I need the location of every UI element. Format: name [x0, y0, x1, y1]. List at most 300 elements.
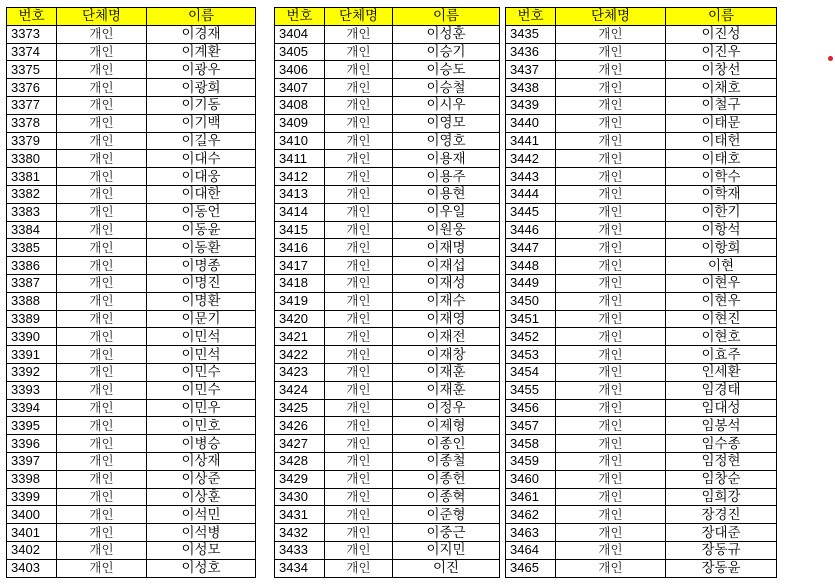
cell-name: 이학재 — [666, 185, 777, 203]
cell-name: 장대준 — [666, 524, 777, 542]
table-row — [506, 488, 777, 506]
cell-number: 3384 — [7, 221, 57, 239]
cell-group: 개인 — [325, 274, 393, 292]
cell-group: 개인 — [556, 310, 666, 328]
roster-table-3 — [505, 7, 777, 578]
cell-number: 3414 — [275, 203, 325, 221]
cell-number: 3403 — [7, 559, 57, 577]
table-row — [506, 310, 777, 328]
table-row — [275, 79, 500, 97]
table-row — [7, 150, 256, 168]
cell-number: 3456 — [506, 399, 556, 417]
table-row — [275, 310, 500, 328]
cell-number: 3393 — [7, 381, 57, 399]
cell-number: 3378 — [7, 114, 57, 132]
cell-name: 장경진 — [666, 506, 777, 524]
cell-name: 이민석 — [147, 328, 256, 346]
cell-group: 개인 — [556, 43, 666, 61]
cell-name: 이채호 — [666, 79, 777, 97]
table-row — [275, 399, 500, 417]
cell-number: 3419 — [275, 292, 325, 310]
cell-group: 개인 — [325, 221, 393, 239]
cell-name: 이진 — [393, 559, 500, 577]
cell-name: 이명진 — [147, 274, 256, 292]
cell-group: 개인 — [57, 399, 147, 417]
cell-group: 개인 — [325, 168, 393, 186]
cell-name: 이항석 — [666, 221, 777, 239]
table-row — [275, 132, 500, 150]
cell-group: 개인 — [325, 328, 393, 346]
table-row — [275, 61, 500, 79]
cell-number: 3455 — [506, 381, 556, 399]
cell-number: 3382 — [7, 185, 57, 203]
table-row — [275, 239, 500, 257]
cell-number: 3406 — [275, 61, 325, 79]
cell-number: 3375 — [7, 61, 57, 79]
table-row — [506, 25, 777, 43]
cell-name: 이현 — [666, 257, 777, 275]
table-row — [506, 150, 777, 168]
cell-group: 개인 — [556, 346, 666, 364]
cell-name: 이재영 — [393, 310, 500, 328]
table-row — [275, 274, 500, 292]
cell-group: 개인 — [556, 274, 666, 292]
cell-name: 이진우 — [666, 43, 777, 61]
table-row — [7, 274, 256, 292]
table-row — [506, 524, 777, 542]
cell-number: 3413 — [275, 185, 325, 203]
cell-number: 3418 — [275, 274, 325, 292]
cell-number: 3381 — [7, 168, 57, 186]
table-row — [506, 114, 777, 132]
cell-number: 3453 — [506, 346, 556, 364]
cell-group: 개인 — [325, 470, 393, 488]
cell-name: 이성훈 — [393, 25, 500, 43]
table-row — [506, 203, 777, 221]
cell-group: 개인 — [556, 96, 666, 114]
table-row — [7, 61, 256, 79]
cell-number: 3388 — [7, 292, 57, 310]
cell-group: 개인 — [325, 79, 393, 97]
header-name: 이름 — [393, 8, 500, 26]
cell-group: 개인 — [556, 506, 666, 524]
table-row — [506, 470, 777, 488]
table-row — [7, 257, 256, 275]
table-row — [275, 43, 500, 61]
table-row — [275, 168, 500, 186]
cell-name: 이재전 — [393, 328, 500, 346]
cell-group: 개인 — [57, 506, 147, 524]
table-row — [275, 488, 500, 506]
cell-number: 3376 — [7, 79, 57, 97]
table-row — [275, 417, 500, 435]
cell-number: 3423 — [275, 363, 325, 381]
cell-name: 이대웅 — [147, 168, 256, 186]
cell-group: 개인 — [57, 524, 147, 542]
cell-group: 개인 — [556, 79, 666, 97]
cell-group: 개인 — [556, 150, 666, 168]
table-row — [7, 452, 256, 470]
cell-name: 이용재 — [393, 150, 500, 168]
cell-group: 개인 — [57, 79, 147, 97]
cell-name: 이계환 — [147, 43, 256, 61]
cell-name: 이종혁 — [393, 488, 500, 506]
cell-name: 이종철 — [393, 452, 500, 470]
cell-number: 3431 — [275, 506, 325, 524]
table-row — [7, 559, 256, 577]
cell-group: 개인 — [325, 524, 393, 542]
cell-group: 개인 — [57, 150, 147, 168]
cell-number: 3464 — [506, 541, 556, 559]
cell-group: 개인 — [57, 203, 147, 221]
cell-number: 3401 — [7, 524, 57, 542]
header-row — [7, 8, 256, 26]
header-group: 단체명 — [556, 8, 666, 26]
cell-number: 3420 — [275, 310, 325, 328]
cell-number: 3433 — [275, 541, 325, 559]
cell-group: 개인 — [57, 96, 147, 114]
cell-name: 임경태 — [666, 381, 777, 399]
cell-group: 개인 — [325, 541, 393, 559]
cell-number: 3461 — [506, 488, 556, 506]
cell-number: 3398 — [7, 470, 57, 488]
table-row — [275, 524, 500, 542]
cell-group: 개인 — [325, 203, 393, 221]
cell-name: 이종헌 — [393, 470, 500, 488]
cell-group: 개인 — [57, 274, 147, 292]
cell-name: 이대수 — [147, 150, 256, 168]
cell-name: 임수종 — [666, 435, 777, 453]
cell-group: 개인 — [556, 114, 666, 132]
cell-group: 개인 — [556, 381, 666, 399]
cell-name: 인세환 — [666, 363, 777, 381]
cell-number: 3405 — [275, 43, 325, 61]
cell-group: 개인 — [556, 417, 666, 435]
cell-name: 이길우 — [147, 132, 256, 150]
cell-group: 개인 — [57, 417, 147, 435]
cell-number: 3411 — [275, 150, 325, 168]
cell-number: 3409 — [275, 114, 325, 132]
table-row — [275, 470, 500, 488]
header-row — [275, 8, 500, 26]
table-row — [506, 79, 777, 97]
table-row — [275, 346, 500, 364]
cell-name: 이재성 — [393, 274, 500, 292]
cell-group: 개인 — [325, 96, 393, 114]
cell-group: 개인 — [556, 221, 666, 239]
table-row — [506, 61, 777, 79]
cell-name: 이제형 — [393, 417, 500, 435]
table-row — [7, 185, 256, 203]
header-number: 번호 — [506, 8, 556, 26]
table-row — [275, 221, 500, 239]
cell-number: 3439 — [506, 96, 556, 114]
table-row — [506, 274, 777, 292]
cell-number: 3429 — [275, 470, 325, 488]
cell-number: 3379 — [7, 132, 57, 150]
table-row — [506, 346, 777, 364]
cell-group: 개인 — [325, 132, 393, 150]
cell-group: 개인 — [57, 168, 147, 186]
cell-number: 3438 — [506, 79, 556, 97]
cell-group: 개인 — [325, 150, 393, 168]
table-row — [506, 43, 777, 61]
cell-group: 개인 — [57, 328, 147, 346]
table-row — [506, 132, 777, 150]
cell-name: 이재훈 — [393, 381, 500, 399]
table-row — [7, 541, 256, 559]
cell-name: 이승도 — [393, 61, 500, 79]
cell-group: 개인 — [325, 292, 393, 310]
cell-number: 3425 — [275, 399, 325, 417]
cell-name: 이병승 — [147, 435, 256, 453]
table-row — [275, 452, 500, 470]
table-row — [7, 488, 256, 506]
cell-group: 개인 — [57, 43, 147, 61]
cell-group: 개인 — [556, 132, 666, 150]
cell-number: 3408 — [275, 96, 325, 114]
table-row — [506, 257, 777, 275]
cell-group: 개인 — [57, 381, 147, 399]
cell-group: 개인 — [556, 363, 666, 381]
cell-number: 3448 — [506, 257, 556, 275]
cell-name: 이기동 — [147, 96, 256, 114]
table-row — [506, 559, 777, 577]
cell-name: 이광우 — [147, 61, 256, 79]
cell-name: 이원웅 — [393, 221, 500, 239]
cell-group: 개인 — [556, 399, 666, 417]
cell-group: 개인 — [325, 559, 393, 577]
table-row — [506, 435, 777, 453]
cell-group: 개인 — [556, 559, 666, 577]
cell-number: 3416 — [275, 239, 325, 257]
table-row — [506, 239, 777, 257]
cell-name: 이재섭 — [393, 257, 500, 275]
cell-number: 3399 — [7, 488, 57, 506]
cell-number: 3380 — [7, 150, 57, 168]
cell-group: 개인 — [57, 470, 147, 488]
table-row — [275, 96, 500, 114]
table-row — [275, 25, 500, 43]
cell-name: 이석병 — [147, 524, 256, 542]
cell-number: 3389 — [7, 310, 57, 328]
cell-number: 3391 — [7, 346, 57, 364]
cell-name: 이용주 — [393, 168, 500, 186]
cell-number: 3445 — [506, 203, 556, 221]
cell-number: 3447 — [506, 239, 556, 257]
cell-name: 이민수 — [147, 381, 256, 399]
cell-name: 이동윤 — [147, 221, 256, 239]
cell-group: 개인 — [325, 488, 393, 506]
table-row — [506, 399, 777, 417]
cell-number: 3436 — [506, 43, 556, 61]
cell-number: 3440 — [506, 114, 556, 132]
table-row — [7, 381, 256, 399]
cell-group: 개인 — [556, 61, 666, 79]
cell-name: 이민우 — [147, 399, 256, 417]
cell-number: 3437 — [506, 61, 556, 79]
cell-group: 개인 — [325, 399, 393, 417]
cell-number: 3402 — [7, 541, 57, 559]
table-row — [275, 381, 500, 399]
cell-number: 3450 — [506, 292, 556, 310]
table-row — [275, 185, 500, 203]
cell-number: 3387 — [7, 274, 57, 292]
table-row — [275, 435, 500, 453]
cell-name: 이현우 — [666, 292, 777, 310]
cell-name: 이우일 — [393, 203, 500, 221]
cell-number: 3446 — [506, 221, 556, 239]
cell-name: 이종인 — [393, 435, 500, 453]
cell-number: 3458 — [506, 435, 556, 453]
table-row — [275, 328, 500, 346]
cell-name: 이승철 — [393, 79, 500, 97]
cell-number: 3435 — [506, 25, 556, 43]
table-row — [7, 328, 256, 346]
cell-group: 개인 — [325, 257, 393, 275]
cell-number: 3385 — [7, 239, 57, 257]
table-row — [506, 417, 777, 435]
cell-number: 3404 — [275, 25, 325, 43]
red-dot-marker — [828, 56, 833, 61]
cell-number: 3421 — [275, 328, 325, 346]
cell-group: 개인 — [325, 381, 393, 399]
cell-name: 이재창 — [393, 346, 500, 364]
table-row — [7, 292, 256, 310]
cell-group: 개인 — [57, 185, 147, 203]
cell-number: 3400 — [7, 506, 57, 524]
cell-group: 개인 — [556, 292, 666, 310]
cell-number: 3373 — [7, 25, 57, 43]
cell-name: 이영호 — [393, 132, 500, 150]
header-row — [506, 8, 777, 26]
table-row — [7, 470, 256, 488]
table-row — [7, 96, 256, 114]
cell-group: 개인 — [57, 257, 147, 275]
table-row — [7, 506, 256, 524]
cell-group: 개인 — [57, 25, 147, 43]
cell-name: 이태문 — [666, 114, 777, 132]
table-row — [506, 381, 777, 399]
header-number: 번호 — [7, 8, 57, 26]
cell-name: 이진성 — [666, 25, 777, 43]
cell-number: 3457 — [506, 417, 556, 435]
cell-group: 개인 — [57, 221, 147, 239]
cell-number: 3465 — [506, 559, 556, 577]
cell-number: 3415 — [275, 221, 325, 239]
cell-name: 이지민 — [393, 541, 500, 559]
cell-name: 이재훈 — [393, 363, 500, 381]
cell-group: 개인 — [57, 132, 147, 150]
cell-group: 개인 — [57, 114, 147, 132]
cell-group: 개인 — [556, 541, 666, 559]
header-name: 이름 — [666, 8, 777, 26]
cell-group: 개인 — [57, 435, 147, 453]
table-row — [7, 524, 256, 542]
cell-name: 이승기 — [393, 43, 500, 61]
cell-name: 이한기 — [666, 203, 777, 221]
cell-group: 개인 — [325, 25, 393, 43]
cell-group: 개인 — [556, 203, 666, 221]
cell-name: 이명종 — [147, 257, 256, 275]
roster-table-1 — [6, 7, 256, 578]
cell-number: 3430 — [275, 488, 325, 506]
cell-name: 임정현 — [666, 452, 777, 470]
header-group: 단체명 — [325, 8, 393, 26]
cell-group: 개인 — [325, 417, 393, 435]
cell-name: 이태헌 — [666, 132, 777, 150]
table-row — [275, 150, 500, 168]
cell-group: 개인 — [57, 61, 147, 79]
cell-number: 3462 — [506, 506, 556, 524]
cell-number: 3383 — [7, 203, 57, 221]
table-row — [506, 541, 777, 559]
cell-number: 3452 — [506, 328, 556, 346]
cell-number: 3451 — [506, 310, 556, 328]
cell-name: 이현진 — [666, 310, 777, 328]
cell-number: 3463 — [506, 524, 556, 542]
table-row — [275, 506, 500, 524]
cell-name: 이광희 — [147, 79, 256, 97]
cell-name: 이용현 — [393, 185, 500, 203]
cell-name: 이창선 — [666, 61, 777, 79]
table-row — [7, 203, 256, 221]
cell-number: 3394 — [7, 399, 57, 417]
table-row — [275, 114, 500, 132]
cell-name: 이항희 — [666, 239, 777, 257]
cell-number: 3397 — [7, 452, 57, 470]
cell-number: 3392 — [7, 363, 57, 381]
cell-name: 이시우 — [393, 96, 500, 114]
table-row — [506, 96, 777, 114]
header-group: 단체명 — [57, 8, 147, 26]
cell-name: 임대성 — [666, 399, 777, 417]
table-row — [506, 363, 777, 381]
cell-name: 이효주 — [666, 346, 777, 364]
cell-group: 개인 — [556, 185, 666, 203]
header-number: 번호 — [275, 8, 325, 26]
cell-name: 이성모 — [147, 541, 256, 559]
cell-number: 3424 — [275, 381, 325, 399]
cell-number: 3459 — [506, 452, 556, 470]
cell-name: 이동언 — [147, 203, 256, 221]
cell-name: 이중근 — [393, 524, 500, 542]
cell-name: 이현호 — [666, 328, 777, 346]
cell-group: 개인 — [556, 452, 666, 470]
table-row — [7, 168, 256, 186]
cell-group: 개인 — [556, 470, 666, 488]
cell-group: 개인 — [556, 524, 666, 542]
cell-number: 3396 — [7, 435, 57, 453]
cell-name: 이문기 — [147, 310, 256, 328]
cell-number: 3395 — [7, 417, 57, 435]
cell-name: 임봉석 — [666, 417, 777, 435]
cell-name: 임희강 — [666, 488, 777, 506]
cell-group: 개인 — [556, 435, 666, 453]
cell-number: 3427 — [275, 435, 325, 453]
cell-name: 장동규 — [666, 541, 777, 559]
cell-number: 3426 — [275, 417, 325, 435]
table-row — [506, 168, 777, 186]
cell-group: 개인 — [325, 310, 393, 328]
table-row — [7, 435, 256, 453]
table-row — [275, 292, 500, 310]
cell-name: 임창순 — [666, 470, 777, 488]
table-row — [275, 203, 500, 221]
cell-name: 이재수 — [393, 292, 500, 310]
table-row — [7, 239, 256, 257]
cell-group: 개인 — [57, 292, 147, 310]
